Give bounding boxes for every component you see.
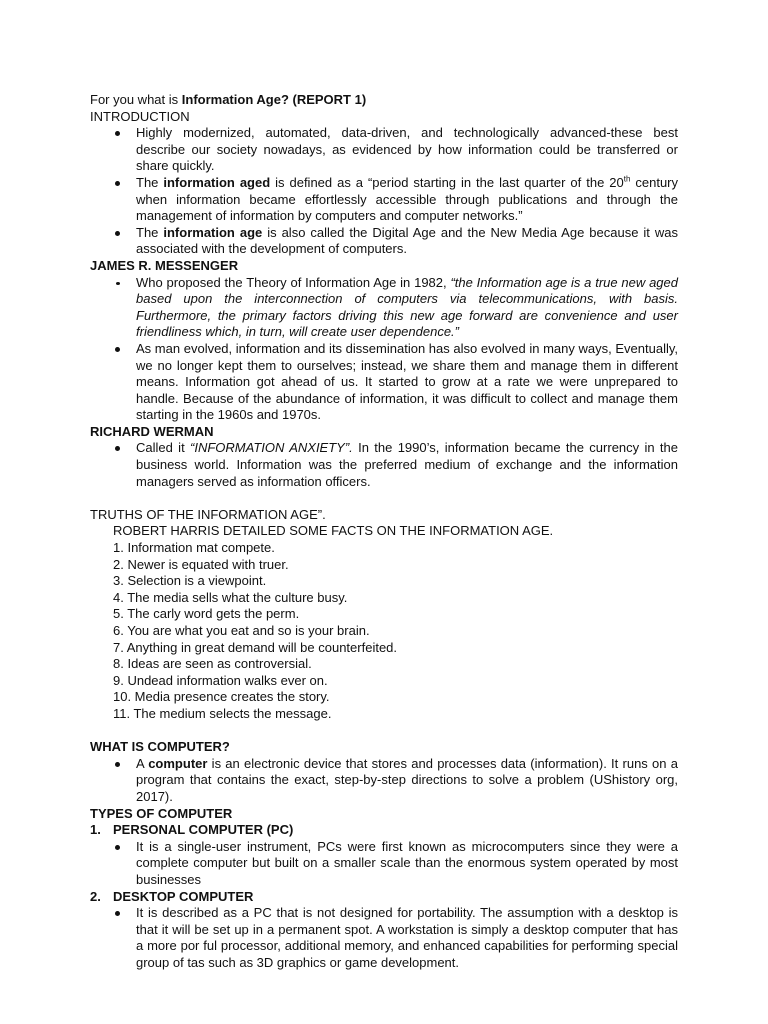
spacer	[90, 723, 678, 740]
truths-heading: TRUTHS OF THE INFORMATION AGE”.	[90, 506, 326, 522]
question-title: Information Age? (REPORT 1)	[181, 92, 367, 107]
bullet-icon	[115, 845, 120, 850]
list-item: 8. Ideas are seen as controversial.	[113, 656, 312, 672]
bullet-icon	[115, 231, 120, 236]
bullet-text: As man evolved, information and its dissemination has also evolved in many ways, Eventually, we no longer kept them to ourselves; instead, we share them and manage them in different means. Information got ahead of us. It started to grow at a rate we were unprepared to handle. Because of the abundance of information, it was difficult to collect and manage them starting in the 1960s and 1970s.	[136, 340, 678, 423]
messenger-heading: JAMES R. MESSENGER	[90, 257, 239, 273]
bullet-text: It is described as a PC that is not designed for portability. The assumption with a desktop is that it will be set up in a permanent spot. A workstation is simply a desktop computer that has a more por ful processor, additional memory, and enhanced capabilities for performing special group of tas such as 3D graphics or game development.	[136, 905, 678, 970]
list-item	[90, 839, 678, 889]
list-item	[90, 125, 678, 175]
computer-heading: WHAT IS COMPUTER?	[90, 739, 230, 755]
bullet-text: In the 1990’s, information became the currency in the business world. Information was the preferred medium of exchange and the information managers served as information officers.	[136, 440, 679, 489]
bullet-icon	[115, 762, 120, 767]
wurman-heading: RICHARD WERMAN	[90, 423, 214, 439]
bullet-icon	[115, 446, 120, 451]
list-item	[90, 225, 678, 258]
list-item: 11. The medium selects the message.	[113, 705, 332, 721]
bullet-text: The	[136, 224, 164, 240]
bullet-text: century when information became effortlessly accessible through publications and through the management of information by computers and computer networks.”	[136, 174, 678, 224]
bullet-icon	[116, 282, 120, 285]
bullet-icon	[115, 911, 120, 916]
bullet-text: It is a single-user instrument, PCs were first known as microcomputers since they were a complete computer but built on a smaller scale than the enormous system operated by most businesses	[136, 838, 678, 887]
bullet-text: Called it	[136, 440, 191, 456]
bullet-icon	[115, 347, 120, 352]
item-number: 1.	[90, 822, 101, 838]
list-item	[90, 341, 678, 424]
bullet-text: The	[136, 174, 164, 190]
list-item: 3. Selection is a viewpoint.	[113, 573, 267, 589]
bullet-text: is an electronic device that stores and processes data (information). It runs on a program that contains the exact, step-by-step directions to solve a problem (UShistory org, 2017).	[136, 755, 678, 804]
quote-text: “INFORMATION ANXIETY”.	[190, 440, 353, 456]
bullet-text: A	[136, 755, 149, 771]
type-title: DESKTOP COMPUTER	[113, 888, 254, 904]
bullet-text: is defined as a “period starting in the last quarter of the 20	[270, 174, 624, 190]
list-item	[90, 275, 678, 341]
list-item: 5. The carly word gets the perm.	[113, 606, 300, 622]
truths-subheading: ROBERT HARRIS DETAILED SOME FACTS ON THE INFORMATION AGE.	[113, 523, 554, 539]
question-prefix: For you what is	[90, 92, 182, 107]
bold-term: information age	[163, 224, 263, 240]
superscript: th	[623, 174, 631, 184]
type-heading-pc	[90, 822, 678, 839]
spacer	[90, 490, 678, 507]
bullet-icon	[115, 131, 120, 136]
list-item: 4. The media sells what the culture busy.	[113, 589, 348, 605]
intro-bullets	[90, 125, 678, 258]
bold-term: computer	[148, 755, 208, 771]
list-item: 2. Newer is equated with truer.	[113, 556, 289, 572]
list-item	[90, 440, 678, 490]
computer-bullets	[90, 756, 678, 806]
desktop-bullets	[90, 905, 678, 971]
bold-term: information aged	[163, 174, 271, 190]
types-heading: TYPES OF COMPUTER	[90, 805, 233, 821]
bullet-icon	[115, 181, 120, 186]
type-heading-desktop	[90, 889, 678, 906]
list-item	[90, 175, 678, 225]
quote-text: “the Information age is a true new aged based upon the interconnection of computers via telecommunications, with basis. Furthermore, the primary factors driving this new age forward are convenience and user friendliness which, in turn, will create user dependence.”	[136, 274, 678, 340]
list-item: 7. Anything in great demand will be counterfeited.	[113, 639, 398, 655]
item-number: 2.	[90, 888, 101, 904]
truths-list	[90, 540, 678, 723]
list-item: 1. Information mat compete.	[113, 540, 275, 556]
list-item	[90, 905, 678, 971]
bullet-text: is also called the Digital Age and the New Media Age because it was associated with the development of computers.	[136, 224, 678, 257]
bullet-text: Highly modernized, automated, data-driven, and technologically advanced-these best describe our society nowadays, as evidenced by how information could be transferred or share quickly.	[136, 125, 678, 174]
pc-bullets	[90, 839, 678, 889]
intro-question	[90, 92, 678, 109]
wurman-bullets	[90, 440, 678, 490]
bullet-text: Who proposed the Theory of Information Age in 1982,	[136, 274, 451, 290]
intro-heading: INTRODUCTION	[90, 108, 190, 124]
messenger-bullets	[90, 275, 678, 424]
list-item: 9. Undead information walks ever on.	[113, 672, 328, 688]
list-item: 10. Media presence creates the story.	[113, 689, 330, 705]
type-title: PERSONAL COMPUTER (PC)	[113, 822, 294, 838]
list-item: 6. You are what you eat and so is your brain.	[113, 623, 370, 638]
list-item	[90, 756, 678, 806]
